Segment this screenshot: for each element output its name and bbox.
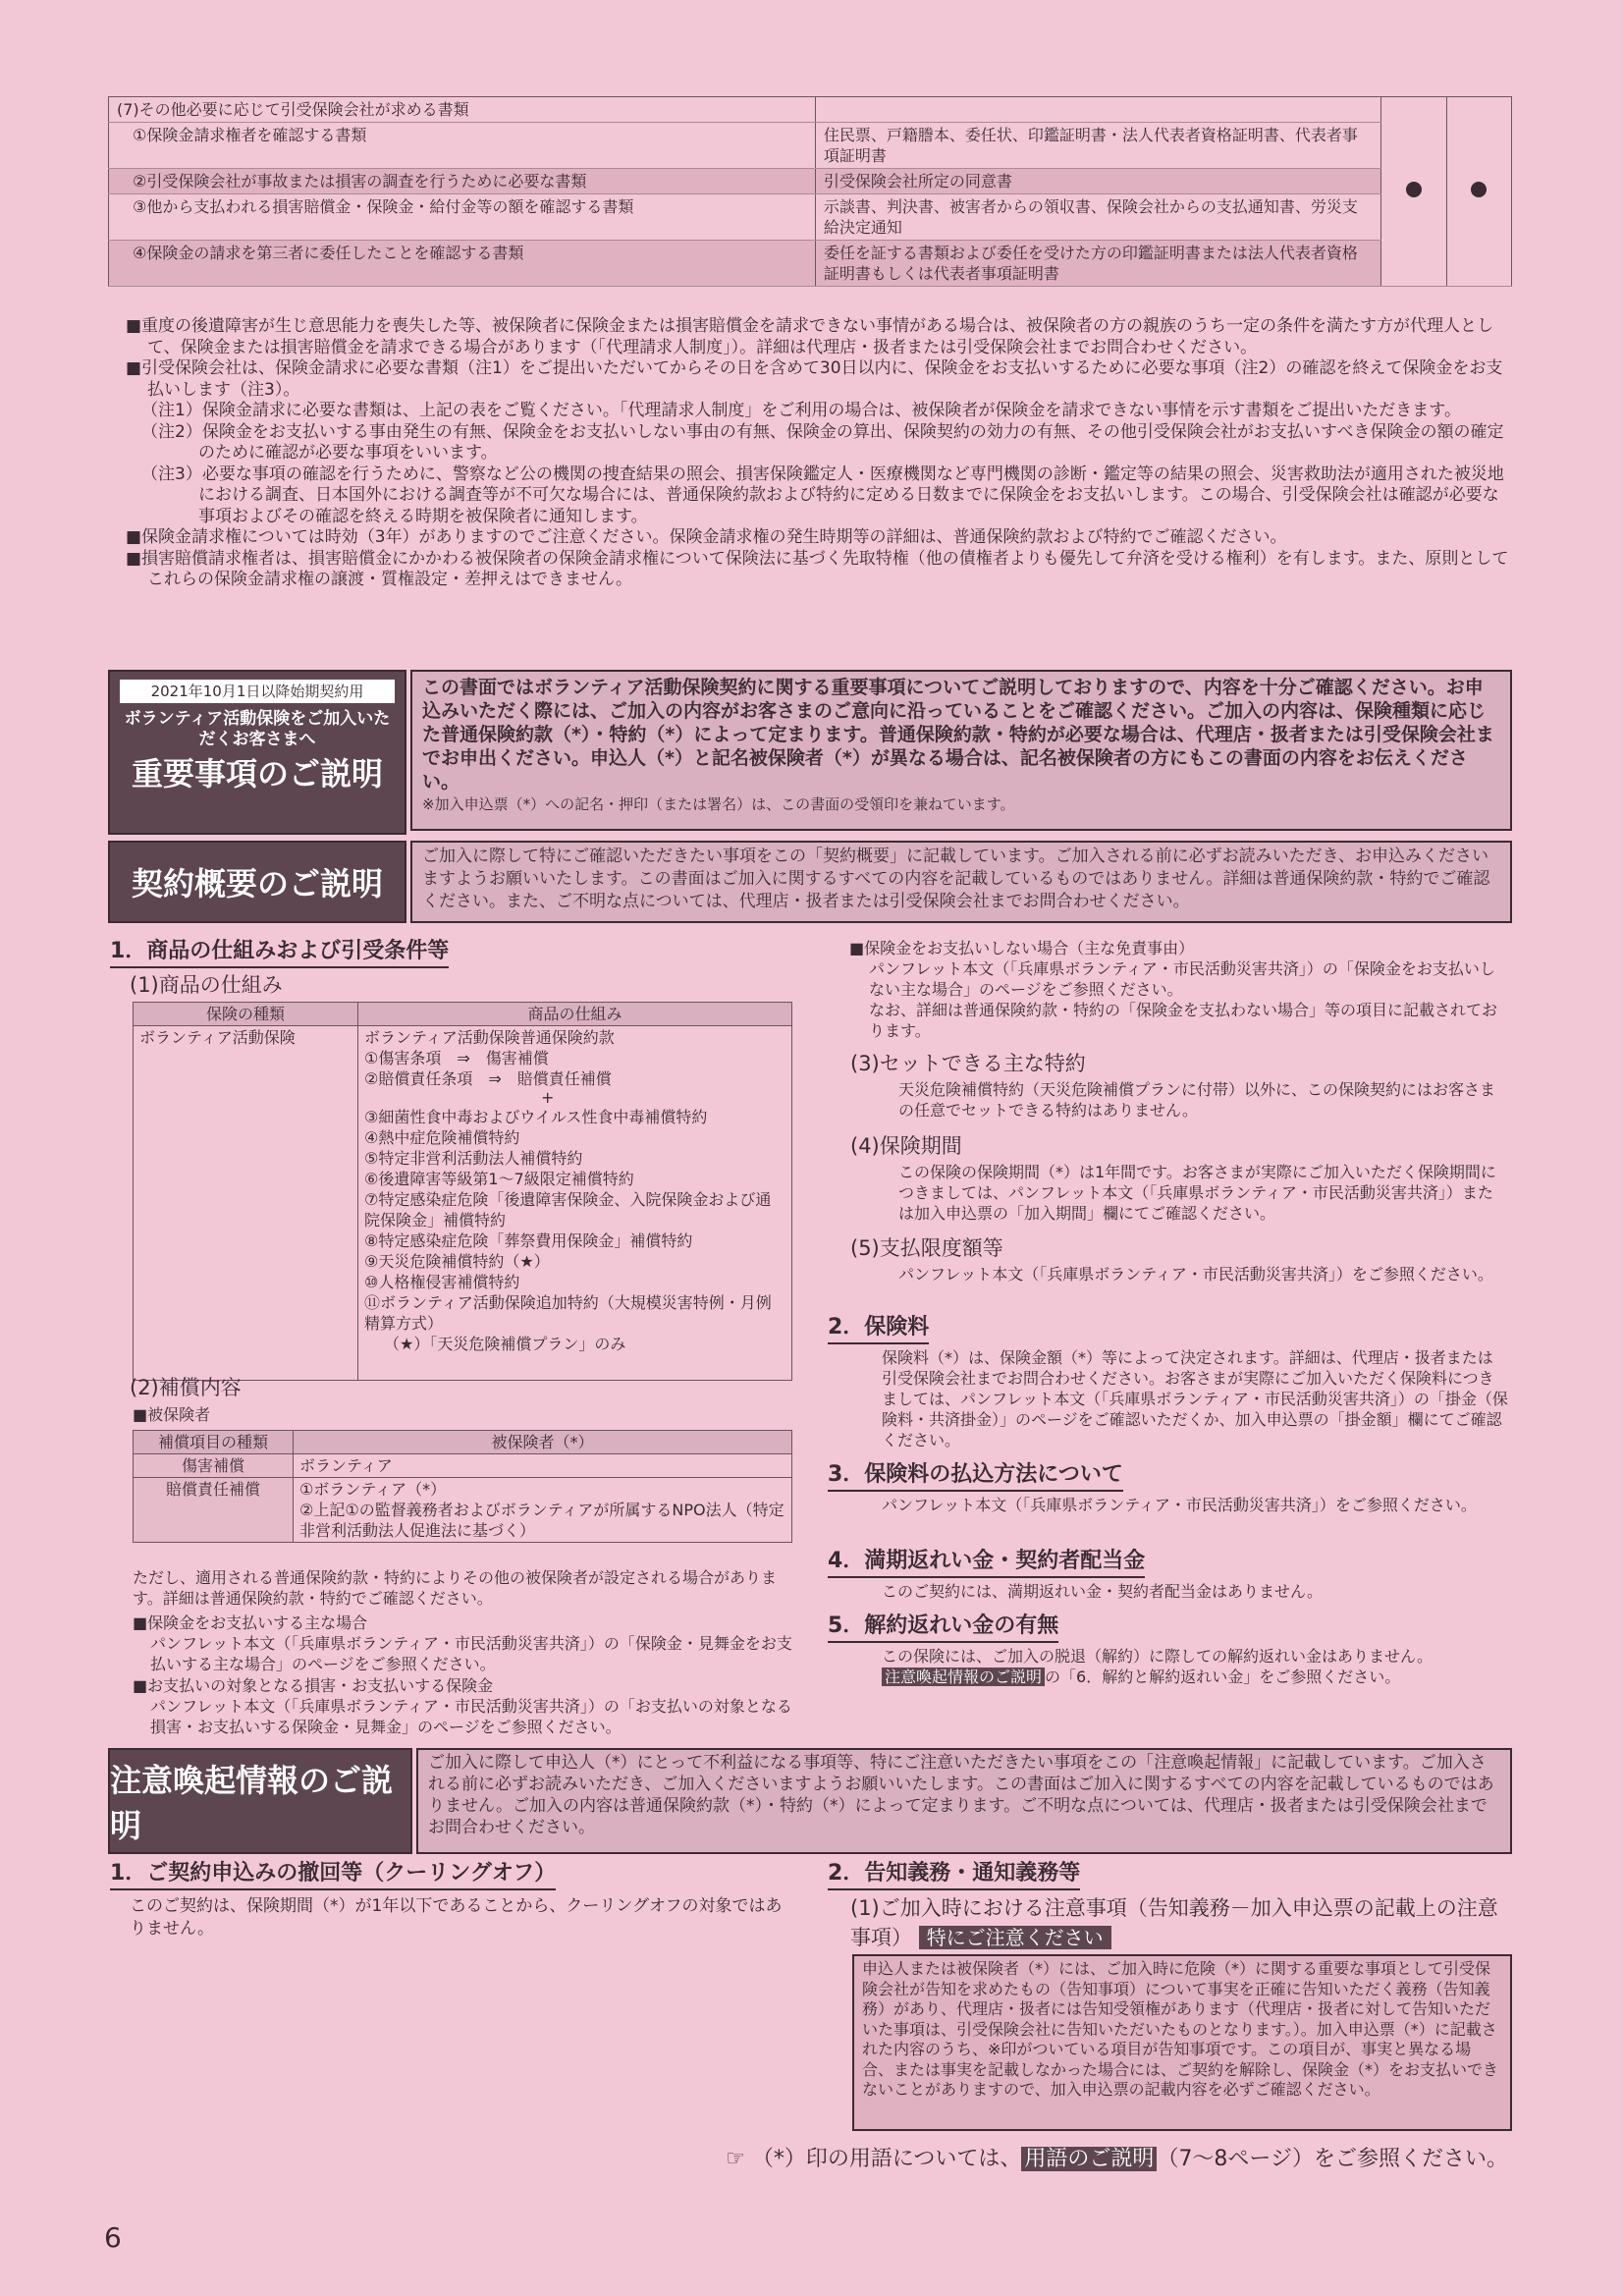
section-heading: 4．満期返れい金・契約者配当金 <box>828 1548 1145 1578</box>
table-row <box>109 123 1512 169</box>
caution-info-body <box>416 1748 1512 1854</box>
subsection-heading <box>850 1893 1508 1952</box>
subnote-text: （注3）必要な事項の確認を行うために、警察など公の機関の捜査結果の照会、損害保険鑑定人・医療機関など専門機関の診断・鑑定等の結果の照会、災害救助法が適用された被災地における調査、日本国外における調査等が不可欠な場合には、普通保険約款および特約に定める日数までに保険金をお支払いします。この場合、引受保険会社は確認が必要な事項およびその確認を終える時期を被保険者に通知します。 <box>141 464 1504 526</box>
paragraph-text: このご契約には、満期返れい金・契約者配当金はありません。 <box>882 1582 1323 1601</box>
reference-text: （7～8ページ）をご参照ください。 <box>1157 2147 1508 2171</box>
date-label: 2021年10月1日以降始期契約用 <box>120 680 395 703</box>
product-line: ④熱中症危険補償特約 <box>364 1128 520 1147</box>
table-cell: 傷害補償 <box>134 1454 294 1478</box>
note-text: ■引受保険会社は、保険金請求に必要な書類（注1）をご提出いただいてからその日を含めて30日以内に、保険金をお支払いするために必要な事項（注2）の確認を終えて保険金をお支払いします（注3）。 <box>126 358 1503 400</box>
section-heading: 3．保険料の払込方法について <box>828 1461 1123 1492</box>
subnote-text: （注2）保険金をお支払いする事由発生の有無、保険金をお支払いしない事由の有無、保険金の算出、保険契約の効力の有無、その他引受保険会社がお支払いすべき保険金の額の確定のために確認が必要な事項をいいます。 <box>141 421 1504 463</box>
product-structure-table <box>133 1002 792 1381</box>
product-line: ⑧特定感染症危険「葬祭費用保険金」補償特約 <box>364 1231 693 1250</box>
paragraph-text: パンフレット本文（「兵庫県ボランティア・市民活動災害共済」）をご参照ください。 <box>882 1496 1477 1514</box>
product-line: ⑥後遺障害等級第1～7級限定補償特約 <box>364 1170 634 1188</box>
table-header: 被保険者（*） <box>294 1431 792 1454</box>
subsection-heading: (2)補償内容 <box>130 1376 242 1399</box>
table-cell: 賠償責任補償 <box>134 1478 294 1543</box>
mark-cell <box>1381 97 1446 287</box>
paragraph-text: パンフレット本文（「兵庫県ボランティア・市民活動災害共済」）の「保険金・見舞金をお支払いする主な場合」のページをご参照ください。 <box>150 1634 792 1673</box>
table-row <box>134 1454 792 1478</box>
product-line: ボランティア活動保険普通保険約款 <box>364 1028 615 1047</box>
note-text: ■保険金請求権については時効（3年）がありますのでご注意ください。保険金請求権の発生時期等の詳細は、普通保険約款および特約でご確認ください。 <box>126 527 1287 547</box>
table-cell: 引受保険会社所定の同意書 <box>815 169 1380 194</box>
mark-cell <box>1446 97 1511 287</box>
table-row <box>109 97 1512 123</box>
claims-notes <box>126 316 1512 591</box>
subnote-text: （注1）保険金請求に必要な書類は、上記の表をご覧ください。「代理請求人制度」をご利用の場合は、被保険者が保険金を請求できない事情を示す書類をご提出いただきます。 <box>141 401 1461 420</box>
section-title: 重要事項のご説明 <box>131 755 383 793</box>
table-cell: ②引受保険会社が事故または損害の調査を行うために必要な書類 <box>109 169 816 194</box>
important-matters-header <box>108 670 406 835</box>
table-cell: ④保険金の請求を第三者に委任したことを確認する書類 <box>109 241 816 287</box>
table-header: 補償項目の種類 <box>134 1431 294 1454</box>
insured-label: ■被保険者 <box>133 1405 211 1424</box>
table-cell: ③他から支払われる損害賠償金・保険金・給付金等の額を確認する書類 <box>109 194 816 241</box>
table-cell: (7)その他必要に応じて引受保険会社が求める書類 <box>109 97 816 123</box>
table-header-row <box>134 1003 792 1026</box>
product-line: ③細菌性食中毒およびウイルス性食中毒補償特約 <box>364 1108 708 1126</box>
contract-summary-body <box>410 841 1512 923</box>
paragraph-text: この保険の保険期間（*）は1年間です。お客さまが実際にご加入いただく保険期間につきましては、パンフレット本文（「兵庫県ボランティア・市民活動災害共済」）または加入申込票の「加入期間」欄にてご確認ください。 <box>898 1163 1496 1223</box>
caution-info-header <box>108 1748 412 1854</box>
subsection-heading: (5)支払限度額等 <box>850 1236 1003 1260</box>
subsection-heading: (1)商品の仕組み <box>130 973 283 997</box>
table-cell: ボランティア <box>294 1454 792 1478</box>
glossary-reference <box>640 2145 1508 2174</box>
section-title: 注意喚起情報のご説明 <box>110 1762 394 1844</box>
bullet-mark <box>1406 182 1422 197</box>
product-line: ①傷害条項 ⇒ 傷害補償 <box>364 1049 549 1067</box>
table-cell: ①ボランティア（*） ②上記①の監督義務者およびボランティアが所属するNPO法人（特定非営利活動法人促進法に基づく） <box>294 1478 792 1543</box>
important-matters-body <box>410 670 1512 831</box>
bullet-mark <box>1471 182 1487 197</box>
table-cell: 委任を証する書類および委任を受けた方の印鑑証明書または法人代表者資格証明書もしくは代表者事項証明書 <box>815 241 1380 287</box>
caution-badge: 特にご注意ください <box>919 1926 1111 1949</box>
paragraph-text: このご契約は、保険期間（*）が1年以下であることから、クーリングオフの対象ではありません。 <box>130 1896 783 1939</box>
product-line: ⑪ボランティア活動保険追加特約（大規模災害特例・月例精算方式） <box>364 1293 772 1333</box>
table-row <box>109 241 1512 287</box>
section-heading: 2．保険料 <box>828 1314 929 1344</box>
table-cell: 住民票、戸籍謄本、委任状、印鑑証明書・法人代表者資格証明書、代表者事項証明書 <box>815 123 1380 169</box>
note-text: ■損害賠償請求権者は、損害賠償金にかかわる被保険者の保険金請求権について保険法に基づく先取特権（他の債権者よりも優先して弁済を受ける権利）を有します。また、原則としてこれらの保険金請求権の譲渡・質権設定・差押えはできません。 <box>126 548 1509 589</box>
paragraph-text: パンフレット本文（「兵庫県ボランティア・市民活動災害共済」）をご参照ください。 <box>898 1265 1493 1284</box>
reference-text: （*）印の用語については、 <box>751 2147 1022 2171</box>
paragraph-text: パンフレット本文（「兵庫県ボランティア・市民活動災害共済」）の「お支払いの対象となる損害・お支払いする保険金・見舞金」のページをご参照ください。 <box>150 1697 792 1736</box>
paragraph-text: パンフレット本文（「兵庫県ボランティア・市民活動災害共済」）の「保険金をお支払いしない主な場合」のページをご参照ください。 なお、詳細は普通保険約款・特約の「保険金を支払わない場合」等の項目に記載されております。 <box>869 959 1498 1040</box>
important-note: ※加入申込票（*）への記名・押印（または署名）は、この書面の受領印を兼ねています。 <box>422 795 1015 813</box>
table-header-row <box>134 1431 792 1454</box>
summary-text: ご加入に際して特にご確認いただきたい事項をこの「契約概要」に記載しています。ご加入される前に必ずお読みいただき、お申込みくださいますようお願いいたします。この書面はご加入に関するすべての内容を記載しているものではありません。詳細は普通保険約款・特約でご確認ください。また、ご不明な点については、代理店・扱者または引受保険会社までお問合わせください。 <box>422 847 1490 911</box>
section-heading: 1．ご契約申込みの撤回等（クーリングオフ） <box>110 1860 556 1890</box>
table-row <box>134 1478 792 1543</box>
table-cell: ①保険金請求権者を確認する書類 <box>109 123 816 169</box>
section-title: 契約概要のご説明 <box>131 865 383 902</box>
section-heading: 5．解約返れい金の有無 <box>828 1613 1058 1643</box>
page-number: 6 <box>104 2221 122 2254</box>
product-line: ②賠償責任条項 ⇒ 賠償責任補償 <box>364 1069 612 1088</box>
product-line: ⑦特定感染症危険「後遺障害保険金、入院保険金および通院保険金」補償特約 <box>364 1190 772 1230</box>
subsection-heading: (4)保険期間 <box>850 1134 962 1158</box>
paragraph-line: この保険には、ご加入の脱退（解約）に際しての解約返れい金はありません。 <box>882 1647 1433 1666</box>
insured-note: ただし、適用される普通保険約款・特約によりその他の被保険者が設定される場合があります。詳細は普通保険約款・特約でご確認ください。 <box>133 1568 778 1608</box>
table-cell <box>815 97 1380 123</box>
notice-obligation-box <box>852 1954 1512 2131</box>
paragraph-line: の「6．解約と解約返れい金」をご参照ください。 <box>1045 1667 1401 1686</box>
subsection-heading: (3)セットできる主な特約 <box>850 1052 1086 1075</box>
table-row <box>109 169 1512 194</box>
product-line: ⑨天災危険補償特約（★） <box>364 1252 550 1271</box>
table-cell <box>358 1026 792 1381</box>
paragraph-heading: ■保険金をお支払いしない場合（主な免責事由） <box>849 939 1195 957</box>
product-line: ⑤特定非営利活動法人補償特約 <box>364 1149 583 1168</box>
required-documents-table <box>108 96 1512 287</box>
table-row <box>109 194 1512 241</box>
paragraph-text: 保険料（*）は、保険金額（*）等によって決定されます。詳細は、代理店・扱者または引受保険会社までお問合わせください。お客さまが実際にご加入いただく保険料につきましては、パンフレット本文（「兵庫県ボランティア・市民活動災害共済」）の「掛金（保険料・共済掛金）」のページをご確認いただくか、加入申込票の「掛金額」欄にてご確認ください。 <box>882 1348 1508 1449</box>
paragraph-text: 天災危険補償特約（天災危険補償プランに付帯）以外に、この保険契約にはお客さまの任意でセットできる特約はありません。 <box>898 1080 1496 1120</box>
table-header: 保険の種類 <box>134 1003 358 1026</box>
notice-obligation-text: 申込人または被保険者（*）には、ご加入時に危険（*）に関する重要な事項として引受保険会社が告知を求めたもの（告知事項）について事実を正確に告知いただく義務（告知義務）があり、代理店・扱者には告知受領権があります（代理店・扱者に対して告知いただいた事項は、引受保険会社に告知いただいたものとなります。）。加入申込票（*）に記載された内容のうち、※印がついている項目が告知事項です。この項目が、事実と異なる場合、または事実を記載しなかった場合には、ご契約を解除し、保険金（*）をお支払いできないことがありますので、加入申込票の記載内容を必ずご確認ください。 <box>862 1959 1499 2099</box>
glossary-link[interactable]: 用語のご説明 <box>1021 2147 1157 2171</box>
paragraph-heading: ■保険金をお支払いする主な場合 <box>133 1613 368 1632</box>
paragraph-text <box>882 1646 1508 1687</box>
section-heading: 2．告知義務・通知義務等 <box>828 1860 1080 1890</box>
table-cell: 示談書、判決書、被害者からの領収書、保険会社からの支払通知書、労災支給決定通知 <box>815 194 1380 241</box>
product-line: ⑩人格権侵害補償特約 <box>364 1273 520 1291</box>
reference-highlight: 注意喚起情報のご説明 <box>882 1667 1045 1686</box>
table-row <box>134 1026 792 1381</box>
section-heading: 1．商品の仕組みおよび引受条件等 <box>110 938 449 968</box>
paragraph-heading: ■お支払いの対象となる損害・お支払いする保険金 <box>133 1676 494 1695</box>
table-header: 商品の仕組み <box>358 1003 792 1026</box>
table-cell: ボランティア活動保険 <box>134 1026 358 1381</box>
subsection-text: (1)ご加入時における注意事項（告知義務－加入申込票の記載上の注意事項） <box>850 1896 1498 1949</box>
pointing-hand-icon: ☞ <box>726 2147 745 2171</box>
note-text: ■重度の後遺障害が生じ意思能力を喪失した等、被保険者に保険金または損害賠償金を請求できない事情がある場合は、被保険者の方の親族のうち一定の条件を満たす方が代理人として、保険金または損害賠償金を請求できる場合があります（「代理請求人制度」）。詳細は代理店・扱者または引受保険会社までお問合わせください。 <box>126 316 1494 357</box>
product-line: （★）「天災危険補償プラン」のみ <box>384 1335 626 1353</box>
coverage-table <box>133 1430 792 1543</box>
important-text: この書面ではボランティア活動保険契約に関する重要事項についてご説明しておりますので、内容を十分ご確認ください。お申込みいただく際には、ご加入の内容がお客さまのご意向に沿っていることをご確認ください。ご加入の内容は、保険種類に応じた普通保険約款（*）・特約（*）によって定まります。普通保険約款・特約が必要な場合は、代理店・扱者または引受保険会社までお申出ください。申込人（*）と記名被保険者（*）が異なる場合は、記名被保険者の方にもこの書面の内容をお伝えください。 <box>422 677 1494 793</box>
contract-summary-header <box>108 841 406 923</box>
plus-sign: + <box>541 1088 555 1107</box>
caution-text: ご加入に際して申込人（*）にとって不利益になる事項等、特にご注意いただきたい事項をこの「注意喚起情報」に記載しています。ご加入される前に必ずお読みいただき、ご加入くださいますようお願いいたします。この書面はご加入に関するすべての内容を記載しているものではありません。ご加入の内容は普通保険約款（*）・特約（*）によって定まります。ご不明な点については、代理店・扱者または引受保険会社までお問合わせください。 <box>428 1753 1494 1837</box>
header-subtitle: ボランティア活動保険をご加入いただくお客さまへ <box>124 709 391 749</box>
